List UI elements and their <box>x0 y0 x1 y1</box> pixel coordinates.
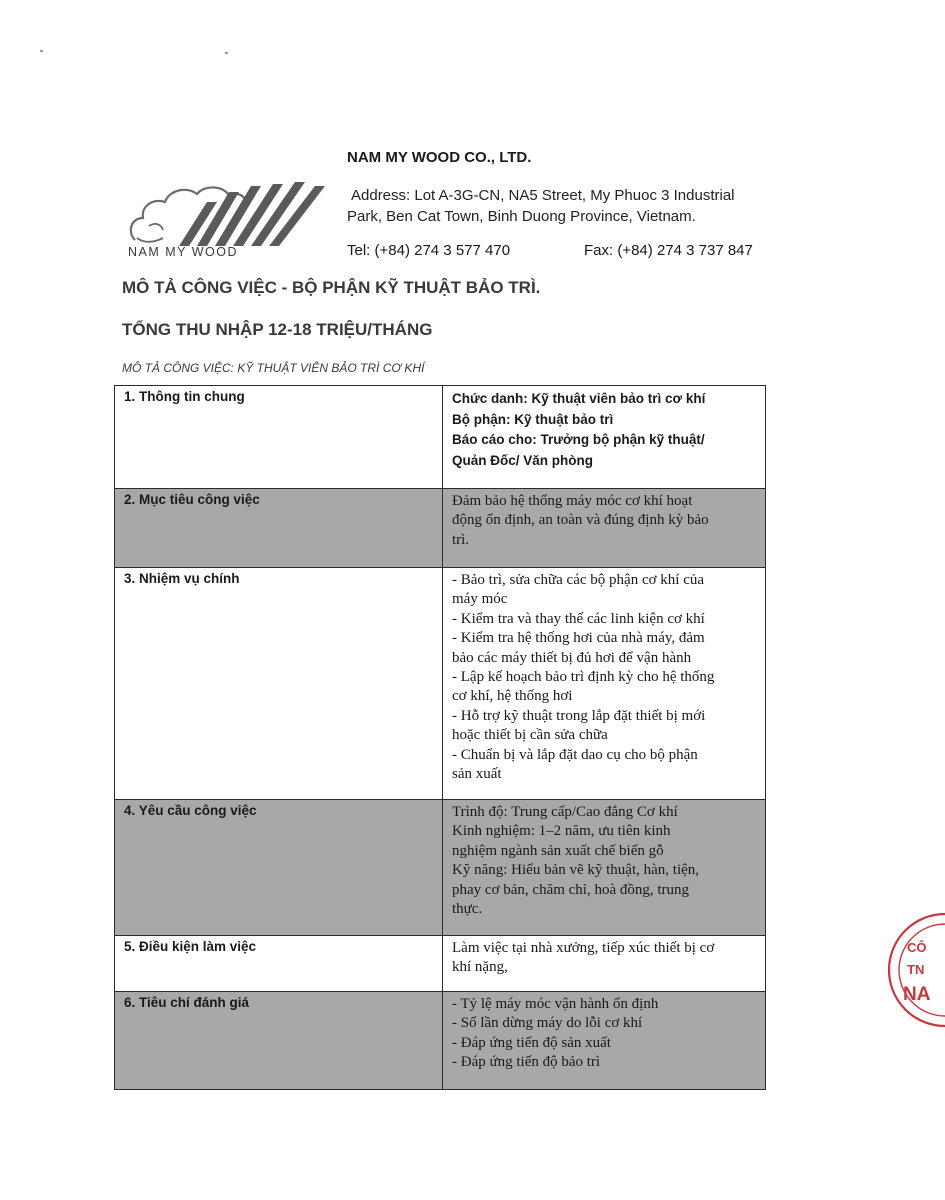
content-line: Bộ phận: Kỹ thuật bảo trì <box>452 411 614 427</box>
content-line: - Bảo trì, sửa chữa các bộ phận cơ khí của <box>452 572 705 588</box>
job-subtitle: MÔ TẢ CÔNG VIỆC: KỸ THUẬT VIÊN BẢO TRÌ CƠ KHÍ <box>122 361 425 375</box>
table-row-main-duties <box>115 568 766 800</box>
company-name: NAM MY WOOD CO., LTD. <box>347 149 532 166</box>
content-line: Kinh nghiệm: 1–2 năm, ưu tiên kinh <box>452 823 671 840</box>
company-address <box>347 185 777 227</box>
page-title: MÔ TẢ CÔNG VIỆC - BỘ PHẬN KỸ THUẬT BẢO TRÌ. <box>122 278 541 297</box>
content-line: sản xuất <box>452 766 502 783</box>
content-line: khí nặng, <box>452 959 508 976</box>
row-content <box>443 992 766 1090</box>
row-content <box>443 800 766 936</box>
content-line: - Tỷ lệ máy móc vận hành ổn định <box>452 996 659 1012</box>
content-line: máy móc <box>452 591 508 608</box>
content-line: hoặc thiết bị cần sửa chữa <box>452 727 608 744</box>
logo-wordmark: NAM MY WOOD <box>128 245 239 259</box>
content-line: Làm việc tại nhà xưởng, tiếp xúc thiết bị cơ <box>452 940 715 956</box>
table-row-objective <box>115 489 766 568</box>
row-label: 2. Mục tiêu công việc <box>115 489 443 568</box>
address-line-2: Park, Ben Cat Town, Binh Duong Province, Vietnam. <box>347 208 696 225</box>
content-line: thực. <box>452 901 483 918</box>
company-fax: Fax: (+84) 274 3 737 847 <box>584 242 753 259</box>
content-line: - Đáp ứng tiến độ bảo trì <box>452 1054 601 1071</box>
table-row-requirements <box>115 800 766 936</box>
stamp-text: NA <box>903 984 931 1005</box>
salary-heading: TỔNG THU NHẬP 12-18 TRIỆU/THÁNG <box>122 320 433 339</box>
content-line: động ổn định, an toàn và đúng định kỳ bảo <box>452 512 709 529</box>
row-content <box>443 936 766 992</box>
company-stamp <box>885 880 945 1060</box>
content-line: - Lập kế hoạch bảo trì định kỳ cho hệ thống <box>452 669 715 686</box>
address-line-1: Address: Lot A-3G-CN, NA5 Street, My Phuoc 3 Industrial <box>351 187 735 204</box>
stamp-text: CÔ <box>907 940 927 955</box>
content-line: trì. <box>452 531 470 548</box>
content-line: Kỹ năng: Hiểu bản vẽ kỹ thuật, hàn, tiện, <box>452 862 700 879</box>
row-label: 3. Nhiệm vụ chính <box>115 568 443 800</box>
row-label: 6. Tiêu chí đánh giá <box>115 992 443 1090</box>
content-line: nghiệm ngành sản xuất chế biến gỗ <box>452 842 664 859</box>
row-label: 1. Thông tin chung <box>115 386 443 489</box>
content-line: cơ khí, hệ thống hơi <box>452 688 573 705</box>
stamp-text: TN <box>907 962 925 977</box>
table-row-conditions <box>115 936 766 992</box>
table-row-general-info <box>115 386 766 489</box>
content-line: Chức danh: Kỹ thuật viên bảo trì cơ khí <box>452 391 706 406</box>
content-line: phay cơ bản, chăm chỉ, hoà đồng, trung <box>452 881 690 898</box>
table-row-evaluation <box>115 992 766 1090</box>
content-line: - Đáp ứng tiến độ sản xuất <box>452 1034 611 1051</box>
job-description-table <box>114 385 766 1090</box>
scan-speck <box>225 52 228 54</box>
content-line: Trình độ: Trung cấp/Cao đẳng Cơ khí <box>452 804 678 820</box>
content-line: - Hỗ trợ kỹ thuật trong lắp đặt thiết bị mới <box>452 707 706 724</box>
content-line: - Kiểm tra hệ thống hơi của nhà máy, đảm <box>452 630 705 647</box>
row-content <box>443 489 766 568</box>
row-label: 5. Điều kiện làm việc <box>115 936 443 992</box>
content-line: - Số lần dừng máy do lỗi cơ khí <box>452 1015 643 1032</box>
content-line: - Kiểm tra và thay thế các linh kiện cơ khí <box>452 610 705 627</box>
content-line: bảo các máy thiết bị đủ hơi để vận hành <box>452 649 692 666</box>
scan-speck <box>40 50 43 52</box>
row-content <box>443 386 766 489</box>
company-phone: Tel: (+84) 274 3 577 470 <box>347 242 511 259</box>
content-line: Đảm bảo hệ thống máy móc cơ khí hoạt <box>452 493 693 509</box>
content-line: Báo cáo cho: Trưởng bộ phận kỹ thuật/ <box>452 432 705 447</box>
row-label: 4. Yêu cầu công việc <box>115 800 443 936</box>
row-content <box>443 568 766 800</box>
content-line: - Chuẩn bị và lắp đặt dao cụ cho bộ phận <box>452 746 698 763</box>
content-line: Quản Đốc/ Văn phòng <box>452 452 593 468</box>
